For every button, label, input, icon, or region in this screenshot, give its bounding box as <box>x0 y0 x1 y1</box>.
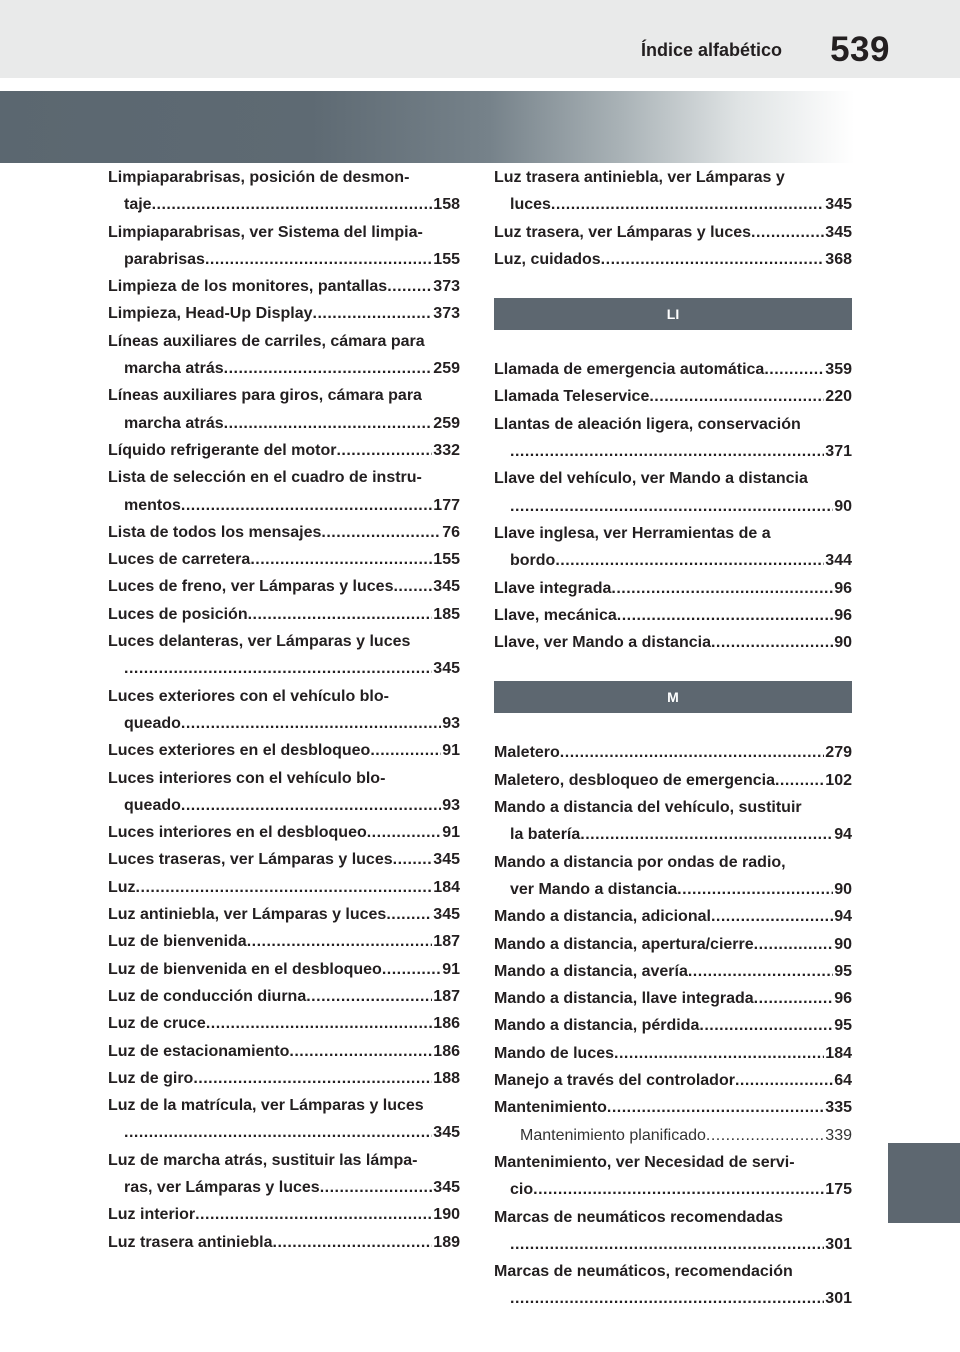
page-reference[interactable]: 94 <box>834 826 852 844</box>
index-entry[interactable] <box>108 1201 460 1228</box>
dot-leader <box>136 874 433 901</box>
page-reference[interactable]: 91 <box>442 824 460 842</box>
dot-leader <box>247 928 433 955</box>
entry-text: marcha atrás <box>124 414 224 432</box>
index-entry[interactable] <box>494 356 852 383</box>
entry-text: marcha atrás <box>124 360 224 378</box>
entry-text: Limpieza, Head-Up Display <box>108 305 313 323</box>
entry-text: Mantenimiento planificado <box>520 1126 706 1144</box>
dot-leader <box>510 1285 824 1312</box>
index-entry[interactable] <box>494 602 852 629</box>
entry-text: Llantas de aleación ligera, conservación <box>494 415 801 433</box>
entry-text: ver Mando a distancia <box>510 880 678 898</box>
dot-leader <box>601 246 825 273</box>
entry-text: Luz de estacionamiento <box>108 1042 290 1060</box>
entry-text: cio <box>510 1181 534 1199</box>
page-reference[interactable]: 345 <box>433 851 460 869</box>
dot-leader <box>754 985 834 1012</box>
entry-text: Llave del vehículo, ver Mando a distancia <box>494 470 808 488</box>
dot-leader <box>306 983 432 1010</box>
entry-text: Luces interiores con el vehículo blo- <box>108 769 386 787</box>
page-reference[interactable]: 344 <box>825 552 852 570</box>
entry-text: Lista de selección en el cuadro de instru- <box>108 469 422 487</box>
index-entry[interactable] <box>494 1040 852 1067</box>
page-reference[interactable]: 332 <box>433 441 460 459</box>
page-reference[interactable]: 220 <box>825 388 852 406</box>
dot-leader <box>124 1119 432 1146</box>
page-reference[interactable]: 345 <box>825 223 852 241</box>
entry-text: Llave inglesa, ver Herramientas de a <box>494 524 771 542</box>
index-entry[interactable] <box>108 1147 460 1202</box>
dot-leader <box>560 739 825 766</box>
page-reference[interactable]: 185 <box>433 605 460 623</box>
page-reference[interactable]: 368 <box>825 250 852 268</box>
entry-text: Luces exteriores en el desbloqueo <box>108 742 371 760</box>
entry-text: Llave, mecánica <box>494 606 617 624</box>
entry-text: Luz de marcha atrás, sustituir las lámpa- <box>108 1151 418 1169</box>
index-entry[interactable] <box>108 519 460 546</box>
page-reference[interactable]: 345 <box>433 578 460 596</box>
page-reference[interactable]: 155 <box>433 250 460 268</box>
page-reference[interactable]: 187 <box>433 987 460 1005</box>
index-entry[interactable] <box>494 1122 852 1149</box>
entry-text: Mando a distancia, adicional <box>494 908 711 926</box>
entry-text: Marcas de neumáticos, recomendación <box>494 1263 793 1281</box>
dot-leader <box>181 792 441 819</box>
entry-text: Luces de carretera <box>108 551 251 569</box>
section-header: M <box>494 681 852 713</box>
index-entry[interactable] <box>494 219 852 246</box>
page-reference[interactable]: 94 <box>834 908 852 926</box>
dot-leader <box>387 273 432 300</box>
index-entry[interactable] <box>108 437 460 464</box>
page-reference[interactable]: 91 <box>442 960 460 978</box>
index-entry[interactable] <box>108 874 460 901</box>
dot-leader <box>775 767 824 794</box>
index-entry[interactable] <box>494 1094 852 1121</box>
page-reference[interactable]: 155 <box>433 551 460 569</box>
index-entry[interactable] <box>108 300 460 327</box>
entry-text: Mando de luces <box>494 1044 615 1062</box>
dot-leader <box>382 956 441 983</box>
dot-leader <box>386 901 432 928</box>
entry-text: Luz de conducción diurna <box>108 987 307 1005</box>
index-entry[interactable] <box>108 1229 460 1256</box>
page-reference[interactable]: 90 <box>834 634 852 652</box>
entry-text: queado <box>124 714 181 732</box>
dot-leader <box>367 819 441 846</box>
page-reference[interactable]: 371 <box>825 443 852 461</box>
entry-text: Manejo a través del controlador <box>494 1072 735 1090</box>
dot-leader <box>711 629 833 656</box>
page-reference[interactable]: 93 <box>442 714 460 732</box>
index-entry[interactable] <box>494 575 852 602</box>
index-entry[interactable] <box>494 1149 852 1204</box>
index-entry[interactable] <box>108 928 460 955</box>
page-reference[interactable]: 279 <box>825 744 852 762</box>
index-entry[interactable] <box>494 739 852 766</box>
dot-leader <box>735 1067 833 1094</box>
entry-text: Luz trasera antiniebla <box>108 1233 273 1251</box>
index-entry[interactable] <box>494 849 852 904</box>
dot-leader <box>250 546 432 573</box>
entry-text: queado <box>124 796 181 814</box>
index-entry[interactable] <box>108 846 460 873</box>
page-number: 539 <box>830 30 890 69</box>
index-entry[interactable] <box>108 1038 460 1065</box>
index-entry[interactable] <box>494 411 852 466</box>
dot-leader <box>393 573 432 600</box>
dot-leader <box>751 219 824 246</box>
index-entry[interactable] <box>108 1092 460 1147</box>
page-reference[interactable]: 259 <box>433 414 460 432</box>
entry-text: Mando a distancia por ondas de radio, <box>494 853 786 871</box>
index-entry[interactable] <box>108 683 460 738</box>
entry-text: Luces interiores en el desbloqueo <box>108 824 367 842</box>
entry-text: Líneas auxiliares para giros, cámara para <box>108 387 422 405</box>
page-reference[interactable]: 184 <box>825 1044 852 1062</box>
page-reference[interactable]: 93 <box>442 796 460 814</box>
dot-leader <box>206 1010 432 1037</box>
entry-text: Luz trasera, ver Lámparas y luces <box>494 223 752 241</box>
entry-text: Luz de bienvenida <box>108 933 247 951</box>
page-reference[interactable]: 335 <box>825 1099 852 1117</box>
index-column-right <box>494 164 852 1313</box>
page-reference[interactable]: 339 <box>825 1126 852 1144</box>
page-reference[interactable]: 95 <box>834 962 852 980</box>
dot-leader <box>607 1094 824 1121</box>
index-entry[interactable] <box>494 903 852 930</box>
entry-text: Limpieza de los monitores, pantallas <box>108 278 388 296</box>
index-entry[interactable] <box>494 767 852 794</box>
page-title: Índice alfabético <box>640 40 782 60</box>
entry-text: Maletero <box>494 744 560 762</box>
entry-text: Luces delanteras, ver Lámparas y luces <box>108 633 411 651</box>
dot-leader <box>393 846 433 873</box>
dot-leader <box>510 1231 824 1258</box>
index-entry[interactable] <box>108 464 460 519</box>
entry-text: taje <box>124 196 152 214</box>
index-entry[interactable] <box>108 819 460 846</box>
header-banner <box>0 91 890 163</box>
entry-text: Luz trasera antiniebla, ver Lámparas y <box>494 169 785 186</box>
entry-text: luces <box>510 196 551 214</box>
entry-text: Limpiaparabrisas, posición de desmon- <box>108 169 410 186</box>
page-reference[interactable]: 76 <box>442 523 460 541</box>
page-reference[interactable]: 64 <box>834 1072 852 1090</box>
entry-text: Mantenimiento <box>494 1099 607 1117</box>
page-reference[interactable]: 188 <box>433 1069 460 1087</box>
entry-text: Luz, cuidados <box>494 250 601 268</box>
entry-text: la batería <box>510 826 581 844</box>
index-entry[interactable] <box>494 1012 852 1039</box>
page-reference[interactable]: 186 <box>433 1015 460 1033</box>
dot-leader <box>510 438 824 465</box>
entry-text: Llamada Teleservice <box>494 388 650 406</box>
index-entry[interactable] <box>494 985 852 1012</box>
page-reference[interactable]: 189 <box>433 1233 460 1251</box>
entry-text: Luz antiniebla, ver Lámparas y luces <box>108 906 387 924</box>
dot-leader <box>764 356 824 383</box>
dot-leader <box>248 601 433 628</box>
entry-text: Llamada de emergencia automática <box>494 361 765 379</box>
entry-text: Luz de cruce <box>108 1015 206 1033</box>
entry-text: bordo <box>510 552 556 570</box>
entry-text: Luz <box>108 878 136 896</box>
page-reference[interactable]: 90 <box>834 497 852 515</box>
entry-text: ras, ver Lámparas y luces <box>124 1178 320 1196</box>
dot-leader <box>551 191 824 218</box>
dot-leader <box>273 1229 433 1256</box>
page-reference[interactable]: 187 <box>433 933 460 951</box>
page-reference[interactable]: 177 <box>433 496 460 514</box>
entry-text: Luces de freno, ver Lámparas y luces <box>108 578 394 596</box>
page-reference[interactable]: 90 <box>834 935 852 953</box>
index-entry[interactable] <box>108 601 460 628</box>
page-reference[interactable]: 96 <box>834 579 852 597</box>
entry-text: mentos <box>124 496 181 514</box>
page-reference[interactable]: 184 <box>433 878 460 896</box>
dot-leader <box>510 493 833 520</box>
index-entry[interactable] <box>494 465 852 520</box>
page-reference[interactable]: 345 <box>433 1124 460 1142</box>
entry-text: Líneas auxiliares de carriles, cámara para <box>108 332 425 350</box>
dot-leader <box>370 737 441 764</box>
entry-text: Mando a distancia, apertura/cierre <box>494 935 754 953</box>
page-reference[interactable]: 345 <box>433 906 460 924</box>
entry-text: Luz de la matrícula, ver Lámparas y luces <box>108 1097 424 1115</box>
page-reference[interactable]: 373 <box>433 278 460 296</box>
index-entry[interactable] <box>494 1067 852 1094</box>
dot-leader <box>677 876 833 903</box>
dot-leader <box>533 1176 824 1203</box>
entry-text: Llave integrada <box>494 579 612 597</box>
index-entry[interactable] <box>494 1258 852 1313</box>
index-entry[interactable] <box>108 628 460 683</box>
dot-leader <box>124 655 432 682</box>
index-entry[interactable] <box>494 794 852 849</box>
dot-leader <box>688 958 833 985</box>
index-entry[interactable] <box>108 983 460 1010</box>
index-entry[interactable] <box>108 328 460 383</box>
entry-text: Mando a distancia, pérdida <box>494 1017 700 1035</box>
page-reference[interactable]: 373 <box>433 305 460 323</box>
page-reference[interactable]: 90 <box>834 880 852 898</box>
page-reference[interactable]: 359 <box>825 361 852 379</box>
dot-leader <box>152 191 433 218</box>
entry-text: Luz de bienvenida en el desbloqueo <box>108 960 382 978</box>
entry-text: Mando a distancia, llave integrada <box>494 990 754 1008</box>
page-reference[interactable]: 102 <box>825 771 852 789</box>
page-reference[interactable]: 91 <box>442 742 460 760</box>
entry-text: Mando a distancia, avería <box>494 962 688 980</box>
page-reference[interactable]: 158 <box>433 196 460 214</box>
dot-leader <box>313 300 433 327</box>
dot-leader <box>699 1012 833 1039</box>
entry-text: Lista de todos los mensajes <box>108 523 322 541</box>
entry-text: Maletero, desbloqueo de emergencia <box>494 771 775 789</box>
page-reference[interactable]: 301 <box>825 1290 852 1308</box>
dot-leader <box>711 903 833 930</box>
entry-text: Luces traseras, ver Lámparas y luces <box>108 851 393 869</box>
index-entry[interactable] <box>494 1204 852 1259</box>
page-reference[interactable]: 259 <box>433 360 460 378</box>
index-entry[interactable] <box>494 383 852 410</box>
dot-leader <box>706 1122 824 1149</box>
page-reference[interactable]: 345 <box>433 1178 460 1196</box>
entry-text: Luces de posición <box>108 605 248 623</box>
index-entry[interactable] <box>108 219 460 274</box>
dot-leader <box>336 437 432 464</box>
dot-leader <box>555 547 824 574</box>
entry-text: Mando a distancia del vehículo, sustituir <box>494 799 802 817</box>
entry-text: Luz interior <box>108 1206 196 1224</box>
entry-text: Llave, ver Mando a distancia <box>494 634 711 652</box>
dot-leader <box>181 492 432 519</box>
page-reference[interactable]: 96 <box>834 990 852 1008</box>
dot-leader <box>224 355 433 382</box>
page-reference[interactable]: 345 <box>825 196 852 214</box>
index-entry[interactable] <box>108 273 460 300</box>
index-entry[interactable] <box>108 765 460 820</box>
entry-text: Limpiaparabrisas, ver Sistema del limpia- <box>108 223 423 241</box>
index-entry[interactable] <box>108 737 460 764</box>
index-entry[interactable] <box>494 246 852 273</box>
section-header: LI <box>494 298 852 330</box>
dot-leader <box>580 821 833 848</box>
page-reference[interactable]: 175 <box>825 1181 852 1199</box>
index-entry[interactable] <box>494 164 852 219</box>
dot-leader <box>195 1201 432 1228</box>
index-column-left <box>108 164 460 1256</box>
dot-leader <box>224 410 433 437</box>
chapter-thumb-tab[interactable] <box>888 1143 960 1223</box>
entry-text: Mantenimiento, ver Necesidad de servi- <box>494 1153 795 1171</box>
index-entry[interactable] <box>108 573 460 600</box>
index-entry[interactable] <box>108 901 460 928</box>
page-reference[interactable]: 301 <box>825 1235 852 1253</box>
index-entry[interactable] <box>494 629 852 656</box>
index-entry[interactable] <box>108 956 460 983</box>
dot-leader <box>754 931 834 958</box>
dot-leader <box>611 575 833 602</box>
index-entry[interactable] <box>494 520 852 575</box>
page-reference[interactable]: 345 <box>433 660 460 678</box>
index-entry[interactable] <box>494 958 852 985</box>
dot-leader <box>649 383 824 410</box>
dot-leader <box>320 1174 433 1201</box>
header-bar <box>0 0 960 78</box>
dot-leader <box>617 602 833 629</box>
dot-leader <box>289 1038 432 1065</box>
index-entry[interactable] <box>108 546 460 573</box>
index-entry[interactable] <box>108 164 460 219</box>
dot-leader <box>193 1065 432 1092</box>
dot-leader <box>614 1040 824 1067</box>
page-reference[interactable]: 186 <box>433 1042 460 1060</box>
entry-text: Luz de giro <box>108 1069 194 1087</box>
dot-leader <box>321 519 441 546</box>
dot-leader <box>181 710 441 737</box>
page-reference[interactable]: 95 <box>834 1017 852 1035</box>
index-entry[interactable] <box>108 382 460 437</box>
index-entry[interactable] <box>494 931 852 958</box>
dot-leader <box>205 246 432 273</box>
index-entry[interactable] <box>108 1065 460 1092</box>
entry-text: Marcas de neumáticos recomendadas <box>494 1208 784 1226</box>
entry-text: Luces exteriores con el vehículo blo- <box>108 687 389 705</box>
index-entry[interactable] <box>108 1010 460 1037</box>
page-reference[interactable]: 190 <box>433 1206 460 1224</box>
entry-text: Líquido refrigerante del motor <box>108 441 337 459</box>
entry-text: parabrisas <box>124 250 205 268</box>
page-reference[interactable]: 96 <box>834 606 852 624</box>
